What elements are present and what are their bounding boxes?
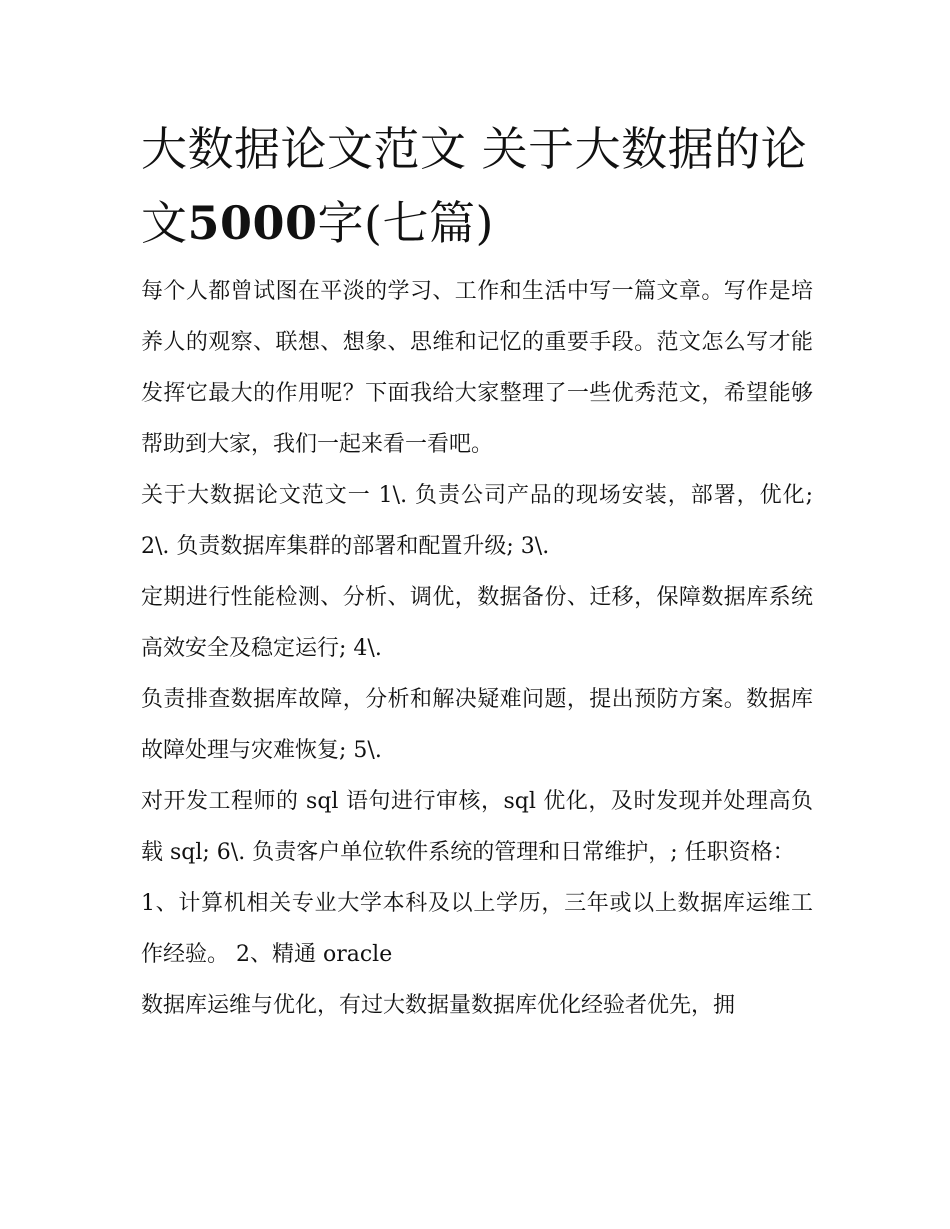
paragraph-requirements-1: 1、计算机相关专业大学本科及以上学历，三年或以上数据库运维工作经验。 2、精通 oracle <box>141 891 813 967</box>
document-page <box>141 112 813 1031</box>
paragraph-duties-5: 对开发工程师的 sql 语句进行审核，sql 优化，及时发现并处理高负载 sql; 6\. 负责客户单位软件系统的管理和日常维护，; 任职资格： <box>141 789 813 865</box>
document-title <box>141 112 813 260</box>
title-text-part1: 大数据论文范文 关于大数据的论文 <box>141 122 808 250</box>
paragraph-duties-1: 关于大数据论文范文一 1\. 负责公司产品的现场安装，部署，优化; 2\. 负责数据库集群的部署和配置升级; 3\. <box>141 483 813 559</box>
paragraph-intro: 每个人都曾试图在平淡的学习、工作和生活中写一篇文章。写作是培养人的观察、联想、想象、思维和记忆的重要手段。范文怎么写才能发挥它最大的作用呢？下面我给大家整理了一些优秀范文，希望能够帮助到大家，我们一起来看一看吧。 <box>141 279 813 457</box>
title-text-part2: 字(七篇) <box>317 196 494 250</box>
paragraph-duties-4: 负责排查数据库故障，分析和解决疑难问题，提出预防方案。数据库故障处理与灾难恢复; 5\. <box>141 687 813 763</box>
title-word-count: 5000 <box>187 196 318 250</box>
paragraph-duties-3: 定期进行性能检测、分析、调优，数据备份、迁移，保障数据库系统高效安全及稳定运行; 4\. <box>141 585 813 661</box>
paragraph-requirements-2: 数据库运维与优化，有过大数据量数据库优化经验者优先，拥 <box>141 993 736 1018</box>
